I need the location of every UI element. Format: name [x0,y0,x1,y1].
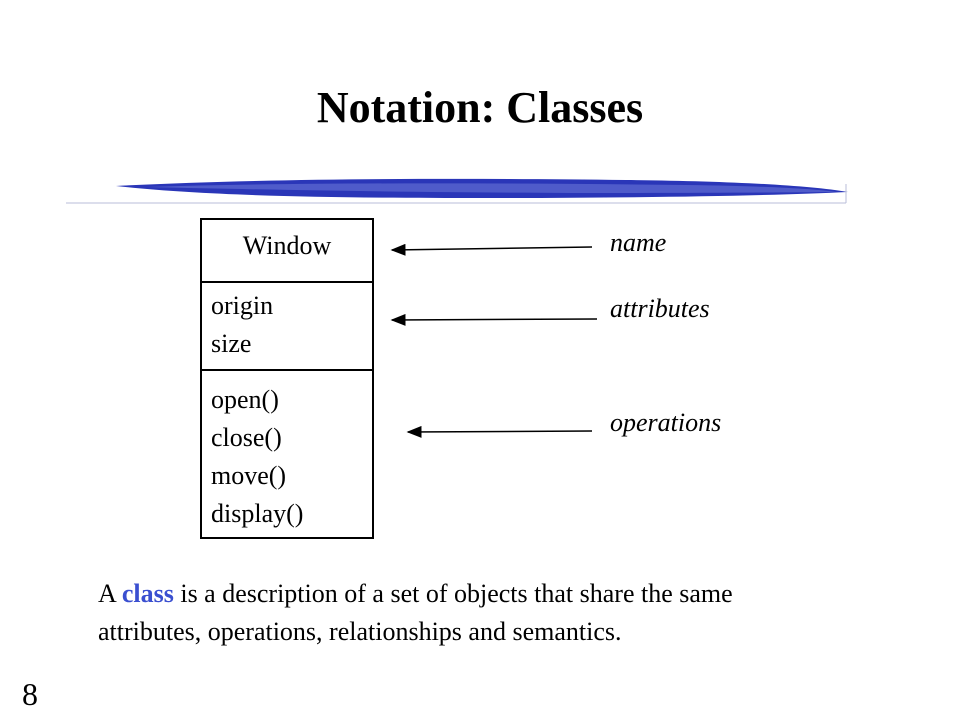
description-prefix: A [98,579,116,608]
operation-item: open() [211,385,279,414]
attribute-item: size [211,329,252,358]
operation-item: close() [211,423,282,452]
callout-operations: operations [610,408,722,437]
class-description [98,575,898,651]
description-line1: is a description of a set of objects that share the same [180,579,733,608]
attributes-arrow [392,319,597,320]
operation-item: display() [211,499,304,528]
operations-arrow [408,431,592,432]
class-name: Window [242,231,332,260]
description-line2: attributes, operations, relationships and semantics. [98,617,622,646]
name-arrow [392,247,592,250]
attribute-item: origin [211,291,274,320]
operation-item: move() [211,461,287,490]
slide-number: 8 [22,676,38,712]
callout-name: name [610,228,667,257]
callout-attributes: attributes [610,294,710,323]
slide-title: Notation: Classes [316,83,644,132]
description-keyword: class [121,579,174,608]
